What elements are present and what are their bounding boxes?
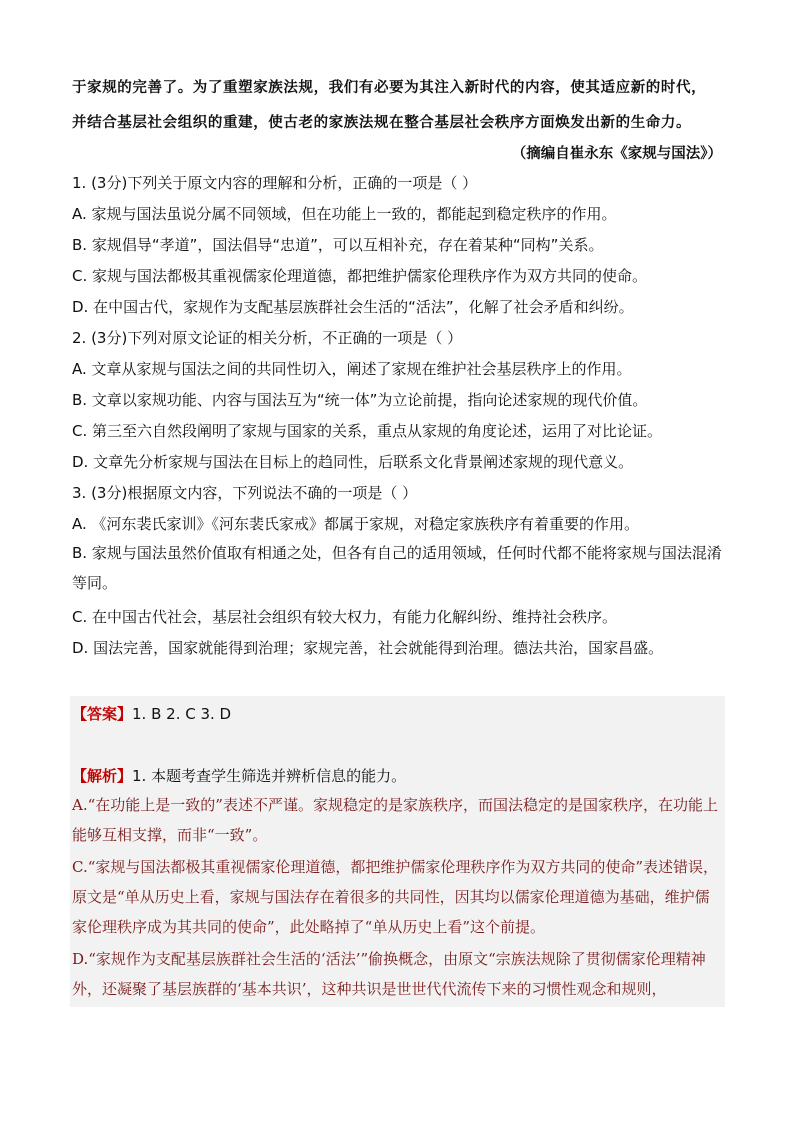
question-3-stem: 3. (3分)根据原文内容，下列说法不确的一项是（ ） [72,484,418,502]
answer-text: 1. B 2. C 3. D [132,705,232,723]
passage-source: （摘编自崔永东《家规与国法》） [511,145,722,162]
question-2-option-c: C. 第三至六自然段阐明了家规与国家的关系，重点从家规的角度论述，运用了对比论证。 [72,422,663,440]
question-2-option-a: A. 文章从家规与国法之间的共同性切入，阐述了家规在维护社会基层秩序上的作用。 [72,360,632,378]
answer-tag: 【答案】 [72,705,133,723]
question-1-option-b: B. 家规倡导“孝道”，国法倡导“忠道”，可以互相补充，存在着某种“同构”关系。 [72,236,604,254]
answer-line [72,703,231,724]
analysis-intro-line [72,765,406,786]
question-3-option-c: C. 在中国古代社会，基层社会组织有较大权力，有能力化解纠纷、维持社会秩序。 [72,608,618,626]
question-3-option-a: A. 《河东裴氏家训》《河东裴氏家戒》都属于家规，对稳定家族秩序有着重要的作用。 [72,515,640,533]
question-3-option-b: B. 家规与国法虽然价值取有相通之处，但各有自己的适用领域，任何时代都不能将家规与国法混淆等同。 [72,544,722,592]
analysis-option-d: D.“家规作为支配基层族群社会生活的‘活法’”偷换概念，由原文“宗族法规除了贯彻儒家伦理精神外，还凝聚了基层族群的‘基本共识’，这种共识是世世代代流传下来的习惯性观念和规则， [72,950,706,998]
question-2-option-d: D. 文章先分析家规与国法在目标上的趋同性，后联系文化背景阐述家规的现代意义。 [72,453,634,471]
analysis-intro: 1. 本题考查学生筛选并辨析信息的能力。 [132,767,407,785]
passage-line-2: 并结合基层社会组织的重建，使古老的家族法规在整合基层社会秩序方面焕发出新的生命力。 [72,114,692,131]
question-2-option-b: B. 文章以家规功能、内容与国法互为“统一体”为立论前提，指向论述家规的现代价值。 [72,391,648,409]
analysis-option-a: A.“在功能上是一致的”表述不严谨。家规稳定的是家族秩序，而国法稳定的是国家秩序，在功能上能够互相支撑，而非“一致”。 [72,796,718,844]
question-2-stem: 2. (3分)下列对原文论证的相关分析，不正确的一项是（ ） [72,329,463,347]
question-1-option-c: C. 家规与国法都极其重视儒家伦理道德，都把维护儒家伦理秩序作为双方共同的使命。 [72,267,648,285]
analysis-option-c: C.“家规与国法都极其重视儒家伦理道德，都把维护儒家伦理秩序作为双方共同的使命”表述错误，原文是“单从历史上看，家规与国法存在着很多的共同性，因其均以儒家伦理道德为基础，维护儒家伦理秩序成为其共同的使命”，此处略掉了“单从历史上看”这个前提。 [72,858,719,936]
passage-line-1: 于家规的完善了。为了重塑家族法规，我们有必要为其注入新时代的内容，使其适应新的时代， [72,79,707,96]
question-1-option-a: A. 家规与国法虽说分属不同领域，但在功能上一致的，都能起到稳定秩序的作用。 [72,205,617,223]
question-3-option-d: D. 国法完善，国家就能得到治理；家规完善，社会就能得到治理。德法共治，国家昌盛。 [72,639,664,657]
question-1-option-d: D. 在中国古代，家规作为支配基层族群社会生活的“活法”，化解了社会矛盾和纠纷。 [72,298,634,316]
analysis-tag: 【解析】 [72,767,133,785]
question-1-stem: 1. (3分)下列关于原文内容的理解和分析，正确的一项是（ ） [72,174,478,192]
